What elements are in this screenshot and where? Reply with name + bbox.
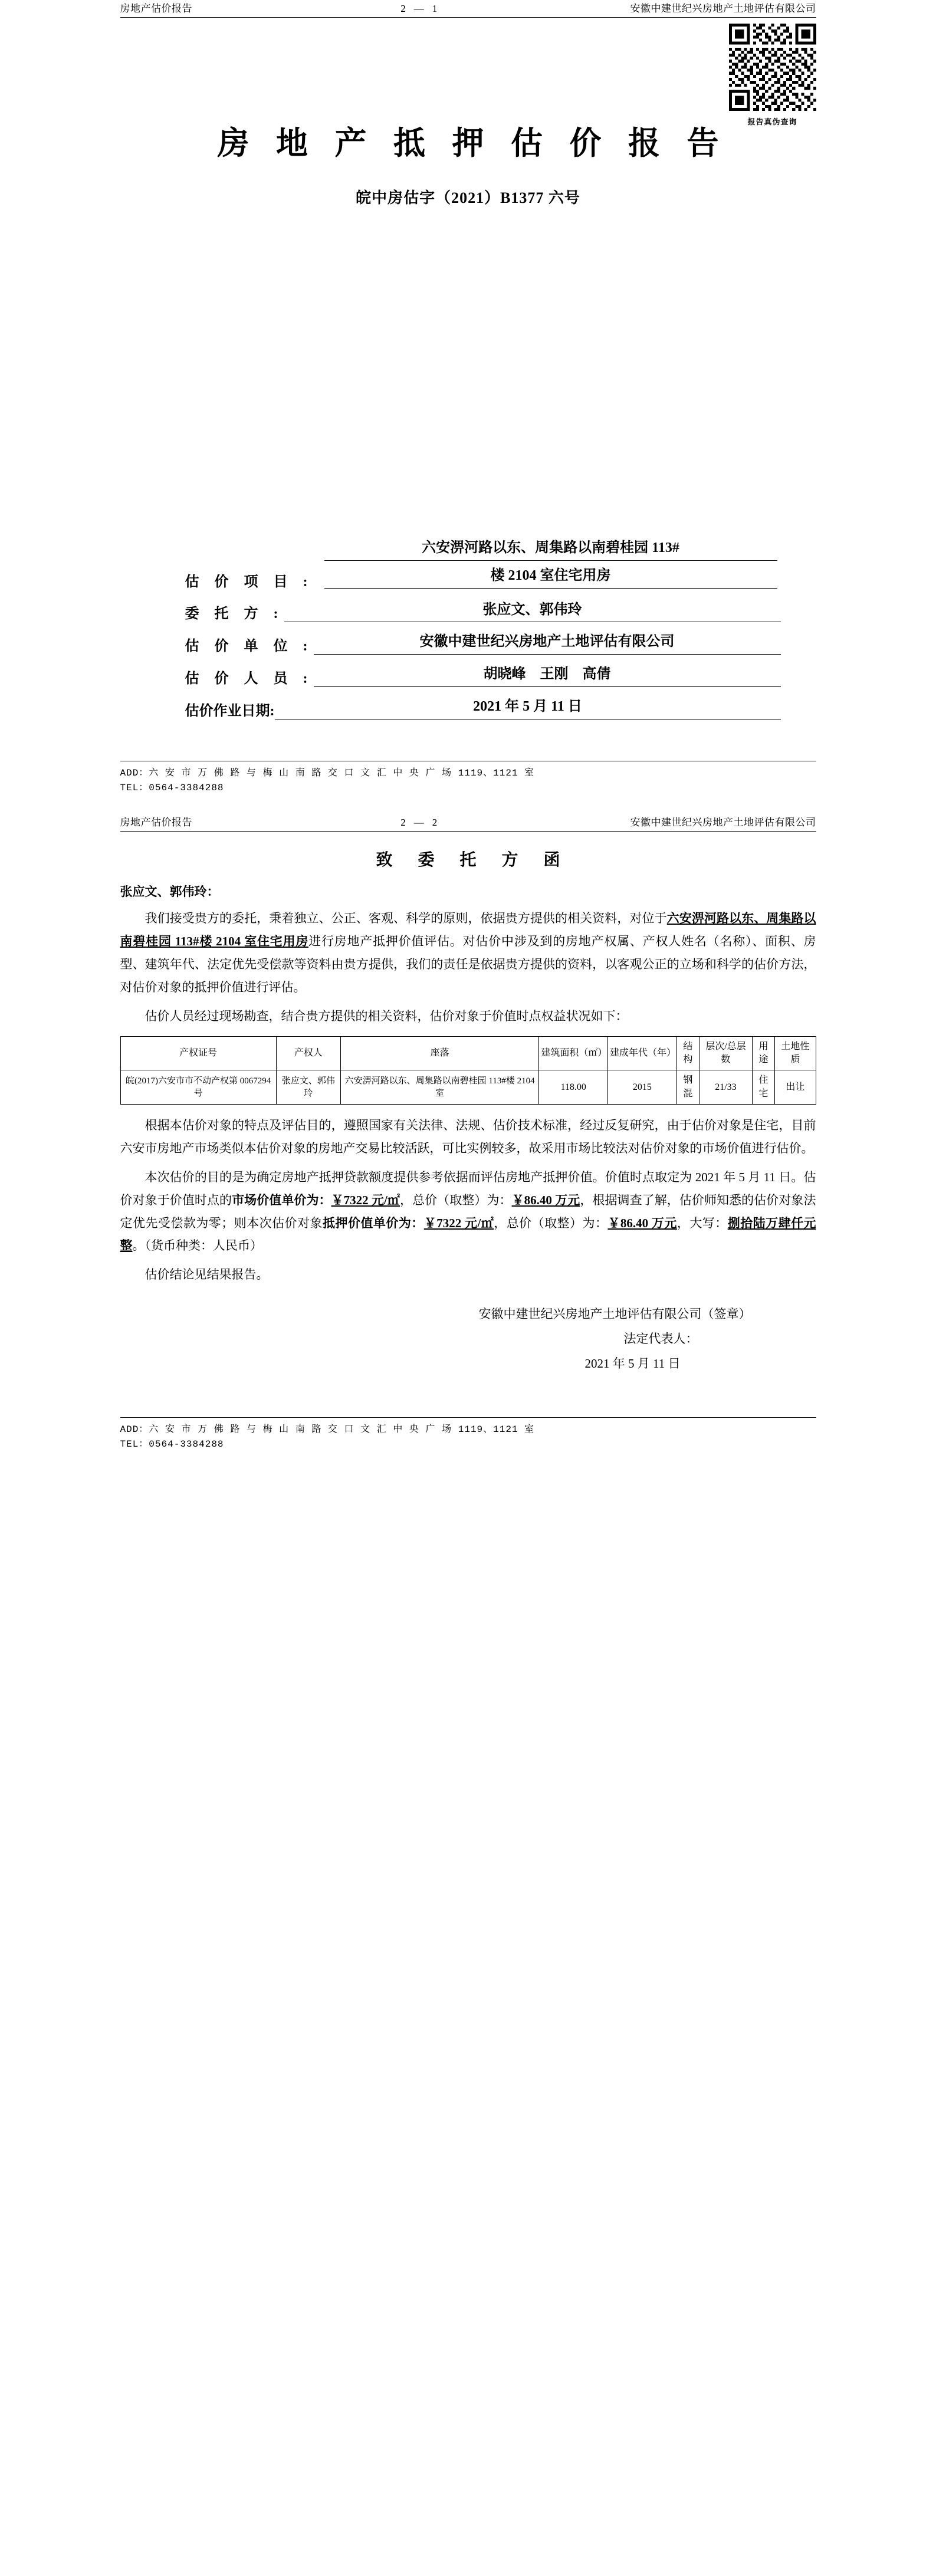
running-header-left-2: 房地产估价报告 bbox=[120, 817, 192, 829]
cover-fields bbox=[120, 538, 816, 719]
p4-text-e: ，大写： bbox=[676, 1215, 728, 1230]
signature-legal-rep: 法定代表人： bbox=[623, 1332, 698, 1346]
signature-date: 2021 年 5 月 11 日 bbox=[584, 1356, 681, 1371]
page2-footer bbox=[120, 1417, 816, 1452]
field-project-label: 估 价 项 目 : bbox=[185, 574, 314, 590]
p1-text-a: 我们接受贵方的委托，秉着独立、公正、客观、科学的原则，依据贵方提供的相关资料，对位于 bbox=[144, 911, 667, 926]
p4-text-a: 本次估价的目的是为确定房地产抵押贷款额度提供参考依据而评估房地产抵押价值。价值时点取定为 2021 年 5 月 11 日。估价对象于价值时点的 bbox=[120, 1169, 816, 1207]
signature-company: 安徽中建世纪兴房地产土地评估有限公司（签章） bbox=[478, 1307, 751, 1322]
field-project bbox=[185, 538, 781, 590]
qr-code-icon bbox=[729, 24, 816, 111]
property-table bbox=[120, 1036, 816, 1105]
th-year: 建成年代（年） bbox=[607, 1036, 676, 1070]
running-header-company: 安徽中建世纪兴房地产土地评估有限公司 bbox=[630, 3, 816, 14]
field-project-value-line2: 楼 2104 室住宅用房 bbox=[324, 566, 777, 589]
field-appraisers-label: 估 价 人 员 : bbox=[185, 671, 314, 686]
p1-text-b: 进行房地产抵押价值评估。对估价中涉及到的房地产权属、产权人姓名（名称）、面积、房型、建筑年代、法定优先受偿款等资料由贵方提供，我们的责任是依据贵方提供的资料，以客观公正的立场和科学的估价方法，对估价对象的抵押价值进行评估。 bbox=[120, 934, 816, 994]
running-header-company-2: 安徽中建世纪兴房地产土地评估有限公司 bbox=[630, 817, 816, 829]
p4-text-b: ，总价（取整）为： bbox=[400, 1192, 512, 1207]
p4-text-d: ，总价（取整）为： bbox=[494, 1215, 608, 1230]
letter-title: 致 委 托 方 函 bbox=[376, 851, 571, 870]
td-owner: 张应文、郭伟玲 bbox=[276, 1070, 340, 1105]
p4-mortgage-total-price: ￥86.40 万元 bbox=[607, 1215, 677, 1230]
p4-text-c: ，根据调查了解，估价师知悉的估价对象法定优先受偿款为零；则本次估价对象 bbox=[120, 1192, 816, 1230]
td-location: 六安淠河路以东、周集路以南碧桂园 113#楼 2104 室 bbox=[340, 1070, 538, 1105]
page1-footer bbox=[120, 761, 816, 796]
letter-paragraph-5: 估价结论见结果报告。 bbox=[144, 1267, 269, 1282]
running-header-page1 bbox=[120, 0, 816, 18]
page-1 bbox=[120, 0, 816, 795]
p4-mortgage-unit-price: ￥7322 元/㎡ bbox=[423, 1215, 494, 1230]
page1-footer-address: ADD：六 安 市 万 佛 路 与 梅 山 南 路 交 口 文 汇 中 央 广 场 1119、1121 室 bbox=[120, 767, 535, 778]
letter-paragraph-3: 根据本估价对象的特点及评估目的，遵照国家有关法律、法规、估价技术标准，经过反复研究，由于估价对象是住宅，目前六安市房地产市场类似本估价对象的房地产交易比较活跃，可比实例较多，故采用市场比较法对估价对象的市场价值进行估价。 bbox=[120, 1118, 816, 1155]
field-date-label: 估价作业日期: bbox=[185, 703, 275, 719]
th-floor: 层次/总层数 bbox=[699, 1036, 753, 1070]
p4-text-f: 。（货币种类：人民币） bbox=[132, 1238, 262, 1253]
running-header-page2 bbox=[120, 814, 816, 832]
running-header-page-number-2: 2—2 bbox=[400, 817, 446, 829]
running-header-left: 房地产估价报告 bbox=[120, 3, 192, 14]
td-year: 2015 bbox=[607, 1070, 676, 1105]
td-usage: 住宅 bbox=[752, 1070, 774, 1105]
th-location: 座落 bbox=[340, 1036, 538, 1070]
td-floor: 21/33 bbox=[699, 1070, 753, 1105]
td-land-nature: 出让 bbox=[775, 1070, 816, 1105]
page1-footer-tel: TEL：0564-3384288 bbox=[120, 782, 224, 793]
p4-total-price: ￥86.40 万元 bbox=[511, 1192, 580, 1207]
page2-footer-tel: TEL：0564-3384288 bbox=[120, 1438, 224, 1450]
field-date-value: 2021 年 5 月 11 日 bbox=[275, 696, 781, 719]
letter-paragraph-2: 估价人员经过现场勘查，结合贵方提供的相关资料，估价对象于价值时点权益状况如下： bbox=[144, 1008, 628, 1023]
field-client-value: 张应文、郭伟玲 bbox=[284, 600, 781, 623]
letter-paragraph-1 bbox=[120, 907, 816, 998]
field-firm bbox=[185, 632, 781, 655]
th-cert-no: 产权证号 bbox=[120, 1036, 276, 1070]
p4-capital-amount: 捌拾陆万肆仟元整 bbox=[120, 1215, 816, 1253]
page2-footer-address: ADD：六 安 市 万 佛 路 与 梅 山 南 路 交 口 文 汇 中 央 广 场 1119、1121 室 bbox=[120, 1424, 535, 1435]
running-header-page-number: 2—1 bbox=[400, 3, 446, 14]
th-owner: 产权人 bbox=[276, 1036, 340, 1070]
p1-subject-highlight: 六安淠河路以东、周集路以南碧桂园 113#楼 2104 室住宅用房 bbox=[120, 911, 816, 949]
td-area: 118.00 bbox=[539, 1070, 608, 1105]
table-header-row bbox=[120, 1036, 816, 1070]
p4-market-value-label: 市场价值单价为： bbox=[232, 1192, 331, 1207]
letter-addressee: 张应文、郭伟玲： bbox=[120, 885, 219, 899]
field-appraisers-value: 胡晓峰 王刚 高倩 bbox=[314, 664, 781, 687]
field-firm-value: 安徽中建世纪兴房地产土地评估有限公司 bbox=[314, 632, 781, 655]
th-structure: 结构 bbox=[676, 1036, 699, 1070]
field-appraisers bbox=[185, 664, 781, 687]
page-2 bbox=[120, 814, 816, 1451]
cover-title: 房 地 产 抵 押 估 价 报 告 bbox=[217, 126, 728, 161]
th-area: 建筑面积（㎡） bbox=[539, 1036, 608, 1070]
field-date bbox=[185, 696, 781, 719]
report-code: 皖中房估字（2021）B1377 六号 bbox=[356, 189, 580, 206]
letter-paragraph-4 bbox=[120, 1166, 816, 1257]
signature-block bbox=[120, 1302, 816, 1376]
table-row bbox=[120, 1070, 816, 1105]
qr-caption: 报告真伪查询 bbox=[747, 117, 797, 126]
th-land-nature: 土地性质 bbox=[775, 1036, 816, 1070]
td-structure: 钢混 bbox=[676, 1070, 699, 1105]
td-cert-no: 皖(2017)六安市市不动产权第 0067294 号 bbox=[120, 1070, 276, 1105]
field-project-value-line1: 六安淠河路以东、周集路以南碧桂园 113# bbox=[324, 538, 777, 561]
th-usage: 用途 bbox=[752, 1036, 774, 1070]
field-client-label: 委 托 方 : bbox=[185, 606, 284, 622]
p4-unit-price: ￥7322 元/㎡ bbox=[331, 1192, 400, 1207]
field-firm-label: 估 价 单 位 : bbox=[185, 639, 314, 655]
field-project-value bbox=[314, 538, 781, 590]
field-client bbox=[185, 600, 781, 623]
p4-mortgage-label: 抵押价值单价为： bbox=[323, 1215, 424, 1230]
qr-block bbox=[729, 24, 816, 127]
